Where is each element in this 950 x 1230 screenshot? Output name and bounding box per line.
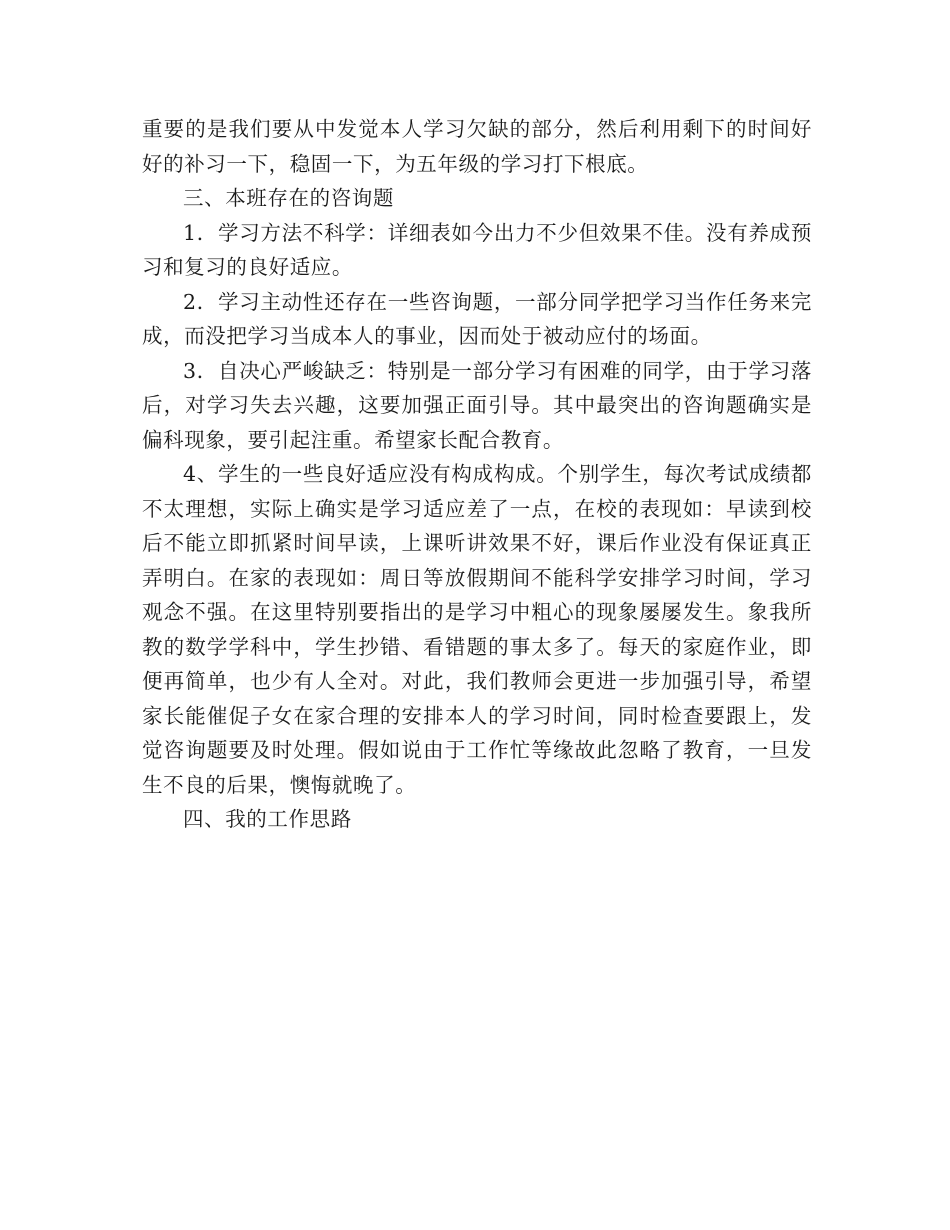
paragraph-problem-4: 4、学生的一些良好适应没有构成构成。个别学生，每次考试成绩都不太理想，实际上确实是学习适应差了一点，在校的表现如：早读到校后不能立即抓紧时间早读，上课听讲效果不好，课后作业没有保证真正弄明白。在家的表现如：周日等放假期间不能科学安排学习时间，学习观念不强。在这里特别要指出的是学习中粗心的现象屡屡发生。象我所教的数学学科中，学生抄错、看错题的事太多了。每天的家庭作业，即便再简单，也少有人全对。对此，我们教师会更进一步加强引导，希望家长能催促子女在家合理的安排本人的学习时间，同时检查要跟上，发觉咨询题要及时处理。假如说由于工作忙等缘故此忽略了教育，一旦发生不良的后果，懊悔就晚了。 <box>142 462 812 797</box>
section-heading-work-ideas: 四、我的工作思路 <box>183 807 352 831</box>
document-body <box>142 112 812 837</box>
paragraph-continuation: 重要的是我们要从中发觉本人学习欠缺的部分，然后利用剩下的时间好好的补习一下，稳固一下，为五年级的学习打下根底。 <box>142 117 812 176</box>
paragraph-problem-3: 3．自决心严峻缺乏：特别是一部分学习有困难的同学，由于学习落后，对学习失去兴趣，这要加强正面引导。其中最突出的咨询题确实是偏科现象，要引起注重。希望家长配合教育。 <box>142 358 812 452</box>
section-heading-problems: 三、本班存在的咨询题 <box>183 186 394 210</box>
paragraph-problem-1: 1．学习方法不科学：详细表如今出力不少但效果不佳。没有养成预习和复习的良好适应。 <box>142 220 812 279</box>
paragraph-problem-2: 2．学习主动性还存在一些咨询题，一部分同学把学习当作任务来完成，而没把学习当成本人的事业，因而处于被动应付的场面。 <box>142 289 812 348</box>
